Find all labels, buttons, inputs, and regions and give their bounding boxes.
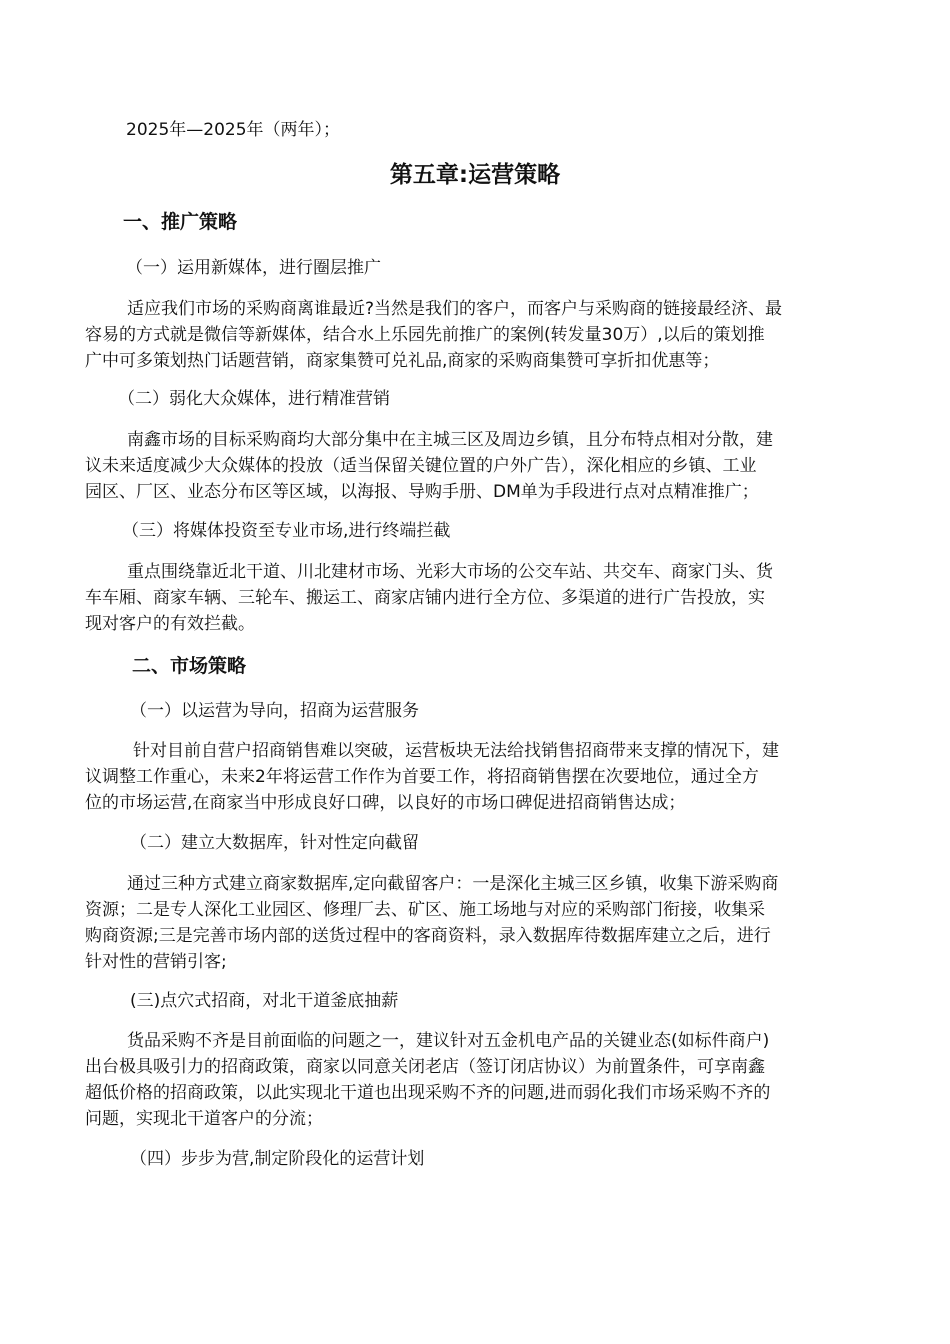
chapter-title: 第五章:运营策略 xyxy=(389,162,561,188)
paragraph-line: 问题，实现北干道客户的分流； xyxy=(85,1109,323,1129)
subsection-title: （四）步步为营,制定阶段化的运营计划 xyxy=(130,1149,425,1169)
paragraph xyxy=(85,738,865,816)
paragraph-line: 南鑫市场的目标采购商均大部分集中在主城三区及周边乡镇，且分布特点相对分散，建 xyxy=(127,430,773,450)
paragraph xyxy=(85,296,865,374)
paragraph xyxy=(85,559,865,637)
paragraph-line: 购商资源;三是完善市场内部的送货过程中的客商资料，录入数据库待数据库建立之后，进行 xyxy=(85,926,771,946)
paragraph-line: 广中可多策划热门话题营销，商家集赞可兑礼品,商家的采购商集赞可享折扣优惠等； xyxy=(85,351,720,371)
paragraph-line: 出台极具吸引力的招商政策，商家以同意关闭老店（签订闭店协议）为前置条件，可享南鑫 xyxy=(85,1057,765,1077)
paragraph-line: 针对性的营销引客; xyxy=(85,952,227,972)
paragraph-line: 重点围绕靠近北干道、川北建材市场、光彩大市场的公交车站、共交车、商家门头、货 xyxy=(127,562,773,582)
paragraph-line: 位的市场运营,在商家当中形成良好口碑，以良好的市场口碑促进招商销售达成； xyxy=(85,793,686,813)
paragraph-line: 通过三种方式建立商家数据库,定向截留客户：一是深化主城三区乡镇，收集下游采购商 xyxy=(127,874,779,894)
paragraph xyxy=(85,1028,865,1132)
section-heading-promotion: 一、推广策略 xyxy=(123,211,238,233)
paragraph-line: 议未来适度减少大众媒体的投放（适当保留关键位置的户外广告），深化相应的乡镇、工业 xyxy=(85,456,757,476)
subsection-title: （一）运用新媒体，进行圈层推广 xyxy=(126,258,381,278)
section-heading-market: 二、市场策略 xyxy=(132,655,247,677)
paragraph-line: 容易的方式就是微信等新媒体，结合水上乐园先前推广的案例(转发量30万）,以后的策划推 xyxy=(85,325,765,345)
paragraph-line: 车车厢、商家车辆、三轮车、搬运工、商家店铺内进行全方位、多渠道的进行广告投放，实 xyxy=(85,588,765,608)
paragraph-line: 园区、厂区、业态分布区等区域，以海报、导购手册、DM单为手段进行点对点精准推广； xyxy=(85,482,759,502)
intro-line: 2025年—2025年（两年）； xyxy=(126,120,341,140)
paragraph xyxy=(85,871,865,975)
paragraph-line: 超低价格的招商政策，以此实现北干道也出现采购不齐的问题,进而弱化我们市场采购不齐的 xyxy=(85,1083,771,1103)
paragraph xyxy=(85,427,865,505)
subsection-title: （一）以运营为导向，招商为运营服务 xyxy=(130,701,419,721)
subsection-title: （三）将媒体投资至专业市场,进行终端拦截 xyxy=(122,521,451,541)
paragraph-line: 适应我们市场的采购商离谁最近?当然是我们的客户，而客户与采购商的链接最经济、最 xyxy=(127,299,783,319)
paragraph-line: 货品采购不齐是目前面临的问题之一，建议针对五金机电产品的关键业态(如标件商户) xyxy=(127,1031,770,1051)
subsection-title: (三)点穴式招商，对北干道釜底抽薪 xyxy=(130,991,399,1011)
paragraph-line: 资源；二是专人深化工业园区、修理厂去、矿区、施工场地与对应的采购部门衔接，收集采 xyxy=(85,900,765,920)
paragraph-line: 针对目前自营户招商销售难以突破，运营板块无法给找销售招商带来支撑的情况下，建 xyxy=(133,741,779,761)
paragraph-line: 议调整工作重心，未来2年将运营工作作为首要工作，将招商销售摆在次要地位，通过全方 xyxy=(85,767,759,787)
subsection-title: （二）弱化大众媒体，进行精准营销 xyxy=(118,389,390,409)
paragraph-line: 现对客户的有效拦截。 xyxy=(85,614,255,634)
subsection-title: （二）建立大数据库，针对性定向截留 xyxy=(130,833,419,853)
